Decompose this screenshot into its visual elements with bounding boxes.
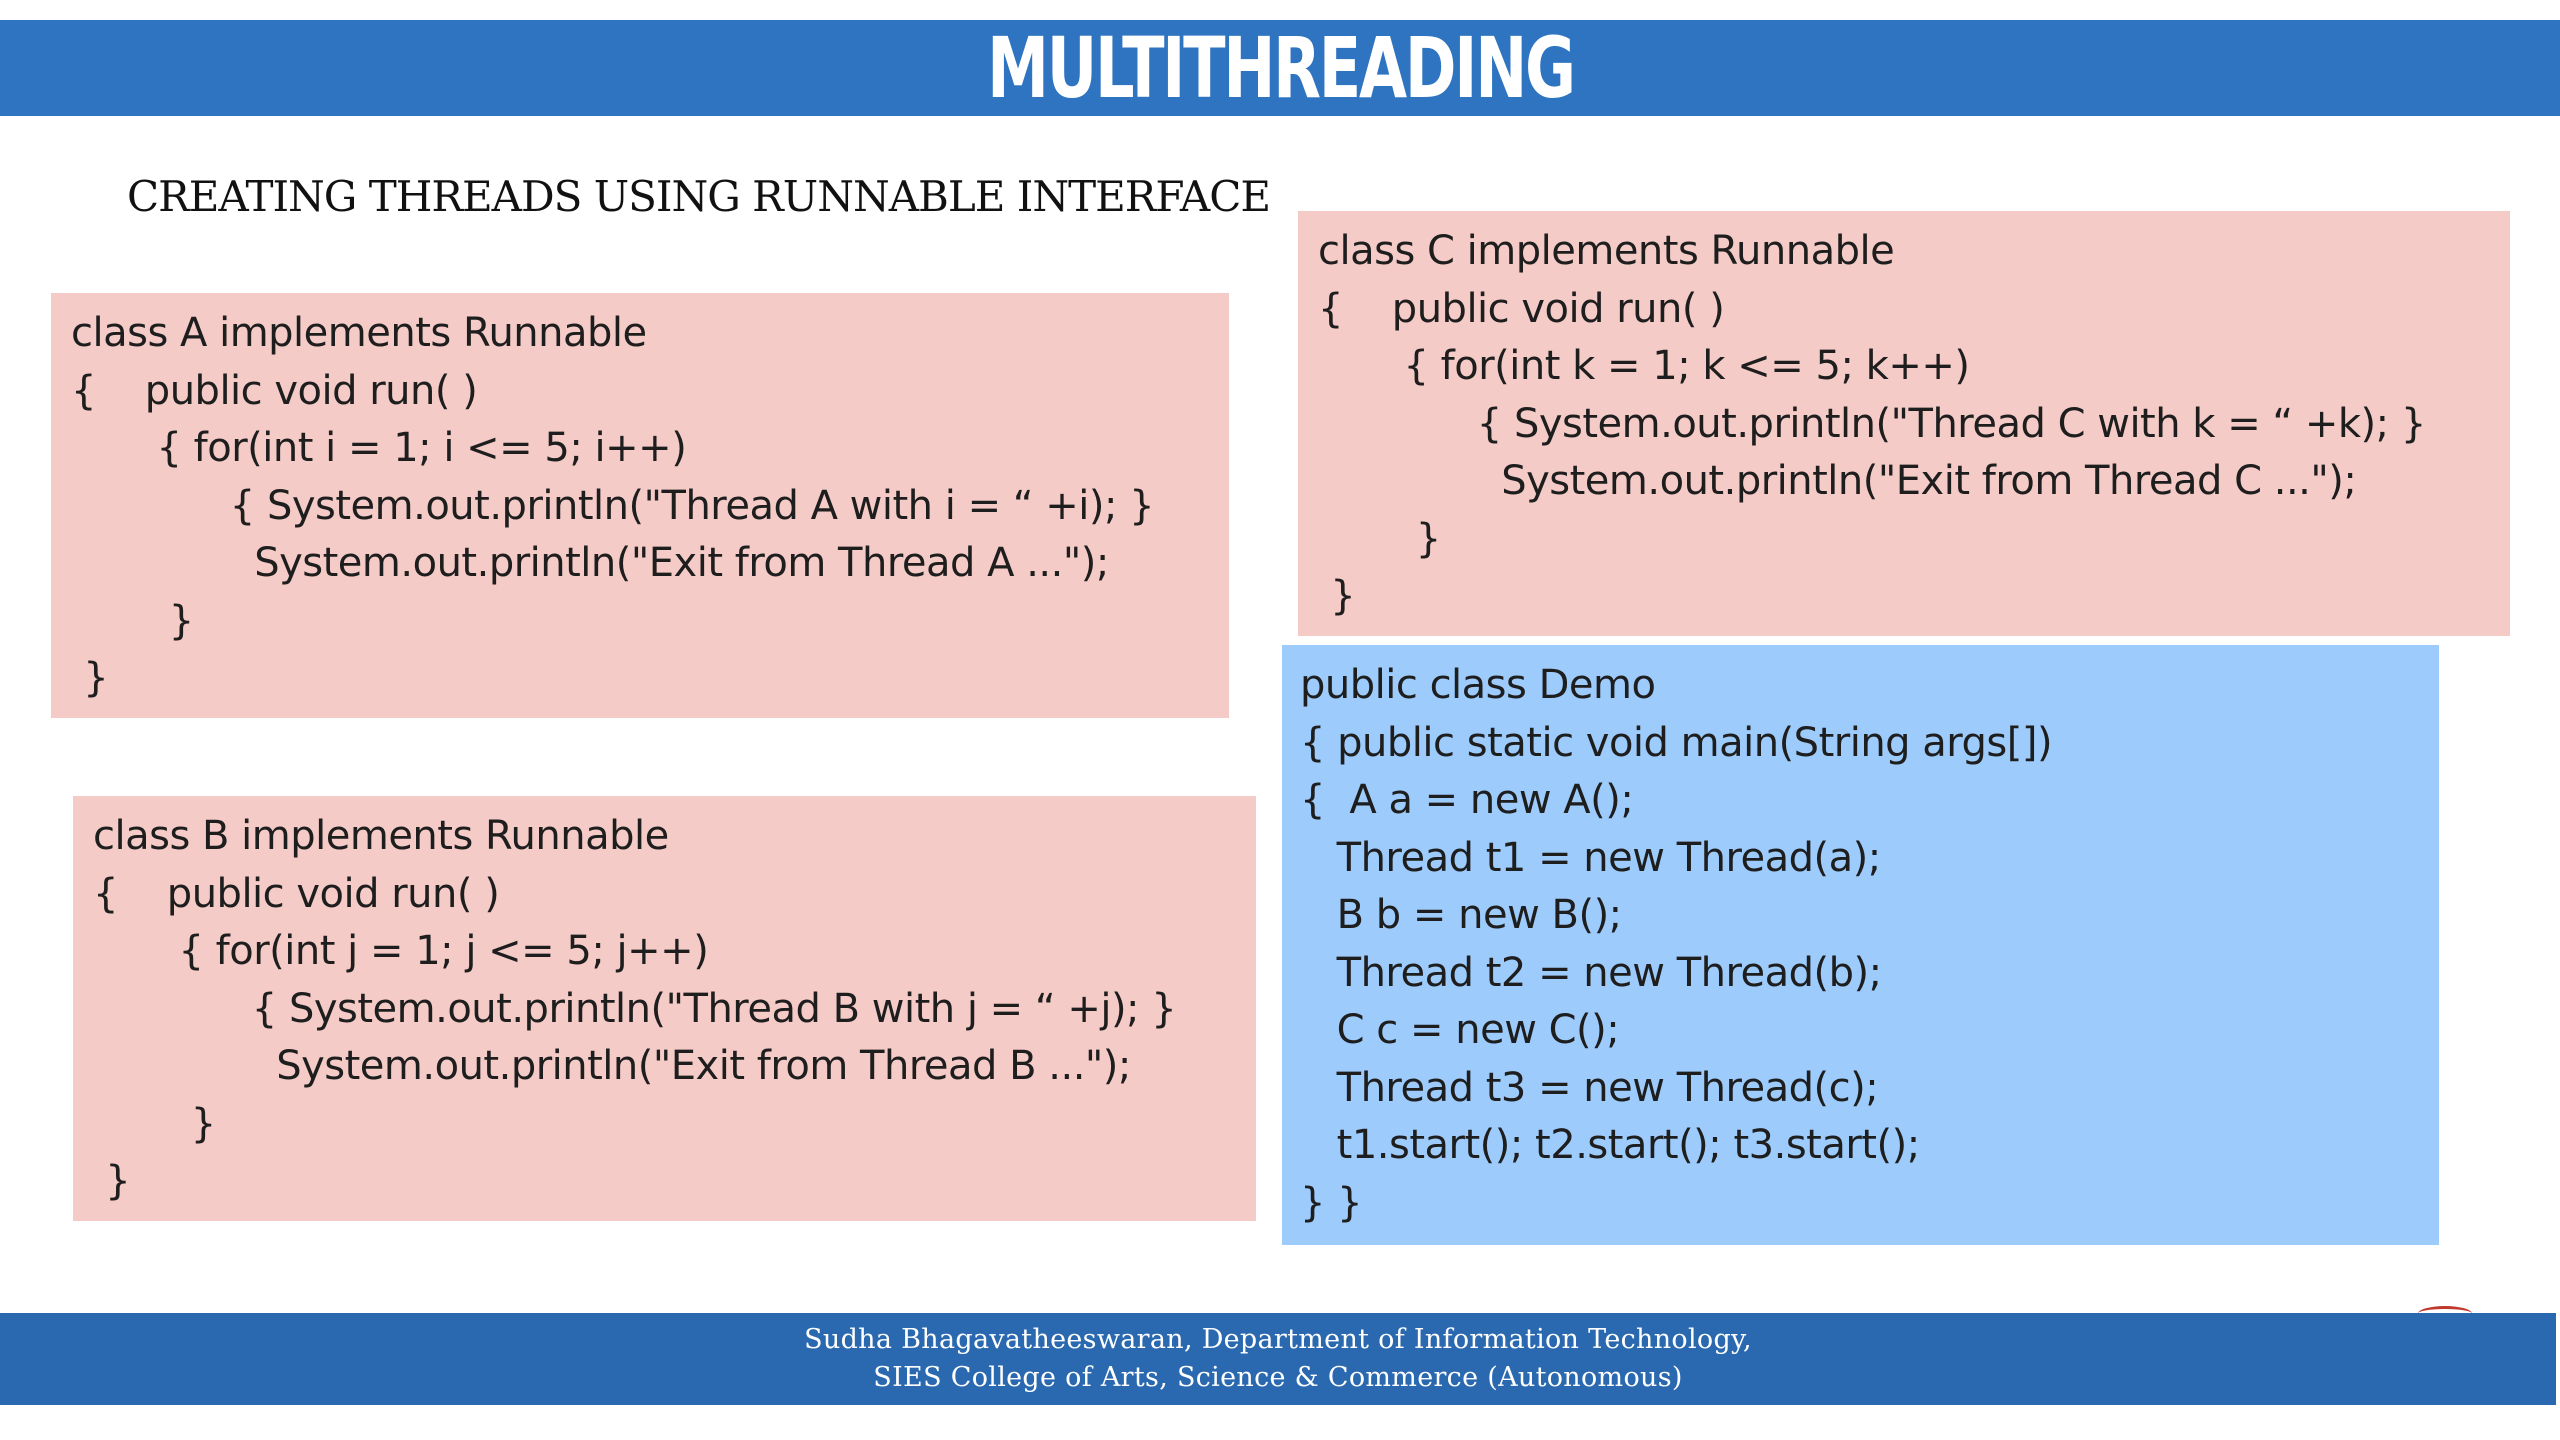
class-c-code-box [1298,211,2510,636]
slide-title: MULTITHREADING [986,19,1574,117]
code-line: { public static void main(String args[]) [1300,719,2053,766]
code-line: { for(int j = 1; j <= 5; j++) [93,928,709,974]
code-line: } } [1300,1179,1363,1226]
code-line: class C implements Runnable [1318,228,1895,274]
code-line: Thread t1 = new Thread(a); [1300,834,1881,881]
footer-author-line: Sudha Bhagavatheeswaran, Department of Information Technology, [804,1324,1752,1355]
code-line: } [1318,515,1441,562]
code-line: class A implements Runnable [71,310,647,356]
code-line: { public void run( ) [1318,285,1725,332]
code-line: public class Demo [1300,662,1656,708]
class-b-code-box [73,796,1256,1221]
title-bar [0,20,2560,116]
code-line: class B implements Runnable [93,813,669,859]
code-line: C c = new C(); [1300,1007,1620,1053]
code-line: B b = new B(); [1300,892,1622,938]
code-line: { A a = new A(); [1300,777,1634,823]
code-line: { public void run( ) [71,367,478,414]
footer-bar [0,1313,2556,1405]
code-line: } [1318,573,1356,619]
code-line: } [71,597,194,644]
class-a-code-box [51,293,1229,718]
code-line: Thread t3 = new Thread(c); [1300,1064,1879,1111]
code-line: Thread t2 = new Thread(b); [1300,949,1882,996]
code-line: System.out.println("Exit from Thread B ..."); [93,1043,1131,1089]
footer-college-line: SIES College of Arts, Science & Commerce (Autonomous) [873,1362,1683,1393]
code-line: { System.out.println("Thread B with j = “ +j); } [93,985,1177,1032]
demo-main-code-box [1282,645,2439,1245]
code-line: System.out.println("Exit from Thread A ..."); [71,540,1109,586]
slide-subtitle: CREATING THREADS USING RUNNABLE INTERFACE [127,172,1271,221]
code-line: } [93,1158,131,1204]
code-line: { System.out.println("Thread A with i = “ +i); } [71,482,1155,529]
code-line: { System.out.println("Thread C with k = “ +k); } [1318,400,2426,447]
code-line: t1.start(); t2.start(); t3.start(); [1300,1122,1920,1168]
code-line: { public void run( ) [93,870,500,917]
code-line: System.out.println("Exit from Thread C ..."); [1318,458,2357,504]
code-line: } [93,1100,216,1147]
code-line: } [71,655,109,701]
code-line: { for(int k = 1; k <= 5; k++) [1318,343,1970,389]
code-line: { for(int i = 1; i <= 5; i++) [71,425,687,471]
